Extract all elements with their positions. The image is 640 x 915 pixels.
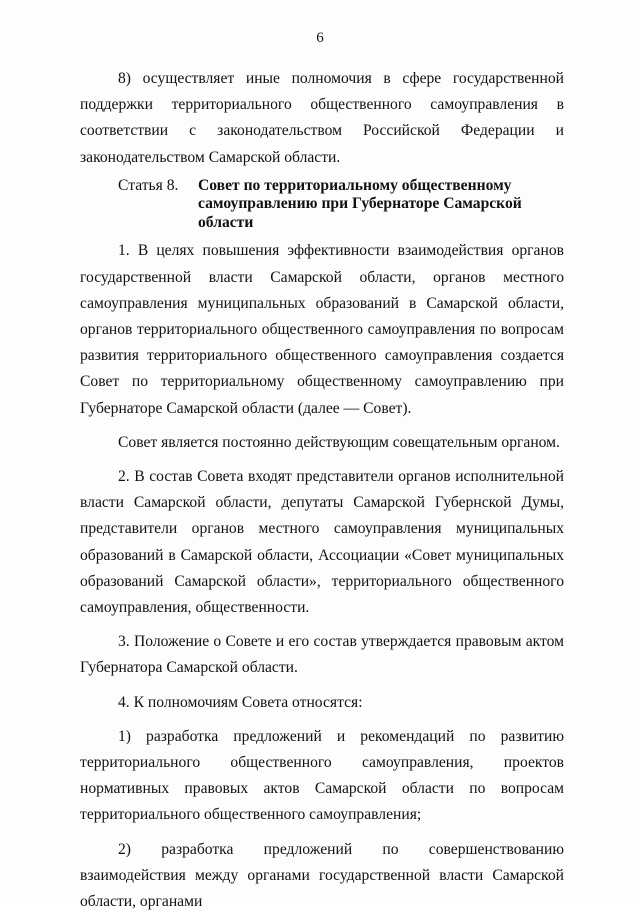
paragraph-4-item-2: 2) разработка предложений по совершенствованию взаимодействия между органами государственной власти Самарской области, органами: [80, 840, 564, 910]
paragraph-council-status: Совет является постоянно действующим совещательным органом.: [118, 433, 560, 451]
article-title: Совет по территориальному общественному самоуправлению при Губернаторе Самарской области: [198, 176, 522, 231]
paragraph-2: 2. В состав Совета входят представители органов исполнительной власти Самарской области, депутаты Самарской Губернской Думы, представители органов местного самоуправления муниципальных образований в Самарской области, Ассоциации «Совет муниципальных образований Самарской области», территориального общественного самоуправления, общественности.: [80, 467, 564, 616]
paragraph-1: 1. В целях повышения эффективности взаимодействия органов государственной власти Самарской области, органов местного самоуправления муниципальных образований в Самарской области, органов территориального общественного самоуправления по вопросам развития территориального общественного самоуправления создается Совет по территориальному общественному самоуправлению при Губернаторе Самарской области (далее — Совет).: [80, 242, 564, 417]
paragraph-3: 3. Положение о Совете и его состав утверждается правовым актом Губернатора Самарской области.: [80, 633, 564, 677]
page-number: 6: [316, 30, 324, 46]
paragraph-item-8: 8) осуществляет иные полномочия в сфере государственной поддержки территориального общественного самоуправления в соответствии с законодательством Российской Федерации и законодательством Самарской области.: [80, 70, 564, 166]
paragraph-4: 4. К полномочиям Совета относятся:: [118, 693, 363, 711]
document-body: [80, 66, 564, 915]
paragraph-4-item-1: 1) разработка предложений и рекомендаций по развитию территориального общественного самоуправления, проектов нормативных правовых актов Самарской области по вопросам территориального общественного самоуправления;: [80, 727, 564, 824]
article-label: Статья 8.: [118, 176, 179, 194]
article-heading: [80, 177, 564, 233]
